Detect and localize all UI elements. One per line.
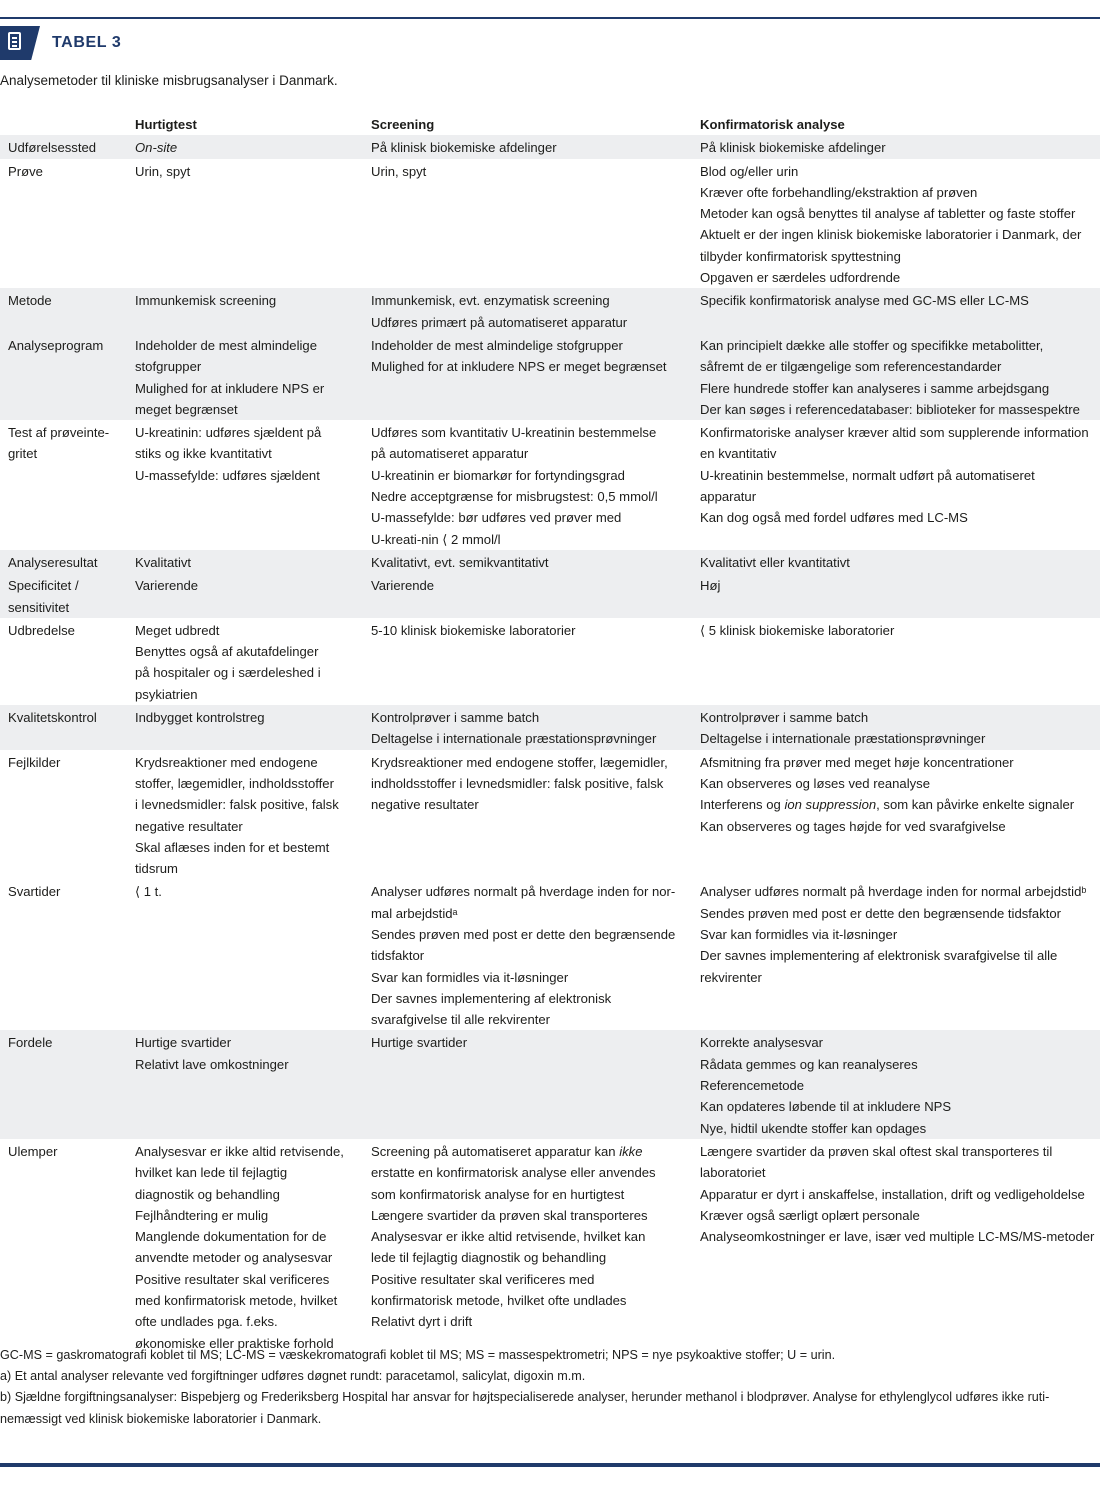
row-label: Svartider <box>8 884 61 900</box>
cell-line: Kvalitativt, evt. semikvantitativt <box>371 554 549 570</box>
table-caption: Analysemetoder til kliniske misbrugsanalyser i Danmark. <box>0 73 338 88</box>
cell-line: Høj <box>700 578 721 594</box>
cell-line: Længere svartider da prøven skal oftest skal transporteres til <box>700 1143 1053 1159</box>
cell-hurtigtest <box>127 135 363 158</box>
cell-line: 5-10 klinisk biokemiske laboratorier <box>371 622 576 638</box>
table-row <box>0 879 1100 1030</box>
cell-line: Analyseomkostninger er lave, især ved multiple LC-MS/MS-metoder <box>700 1229 1095 1245</box>
cell-konfirmatorisk <box>692 288 1100 333</box>
cell-line: psykiatrien <box>135 686 198 702</box>
cell-hurtigtest <box>127 159 363 289</box>
cell-line: Korrekte analysesvar <box>700 1035 823 1051</box>
cell-line: Kan opdateres løbende til at inkludere NPS <box>700 1099 952 1115</box>
table-row <box>0 550 1100 573</box>
row-label-line: sensitivitet <box>8 599 70 615</box>
cell-screening <box>363 573 692 618</box>
cell-line: anvendte metoder og analysesvar <box>135 1250 333 1266</box>
cell-line: Udføres primært på automatiseret apparatur <box>371 314 628 330</box>
cell-line: Der kan søges i referencedatabaser: biblioteker for massespektre <box>700 401 1080 417</box>
cell-line: Metoder kan også benyttes til analyse af tabletter og faste stoffer <box>700 206 1076 222</box>
table-row <box>0 159 1100 289</box>
cell-line: Sendes prøven med post er dette den begrænsende tidsfaktor <box>700 905 1062 921</box>
cell-line: U-kreatinin: udføres sjældent på <box>135 425 322 441</box>
cell-line: på hospitaler og i særdeleshed i <box>135 665 321 681</box>
row-label: Fejlkilder <box>8 754 61 770</box>
row-label: Udbredelse <box>8 622 75 638</box>
cell-line: Mulighed for at inkludere NPS er meget begrænset <box>371 359 667 375</box>
cell-line: ⟨ 1 t. <box>135 884 162 900</box>
table-row <box>0 333 1100 420</box>
cell-konfirmatorisk <box>692 750 1100 880</box>
cell-line: stiks og ikke kvantitativt <box>135 446 272 462</box>
cell-line: som konfirmatorisk analyse for en hurtigtest <box>371 1186 625 1202</box>
cell-konfirmatorisk <box>692 550 1100 573</box>
cell-line: Urin, spyt <box>371 163 427 179</box>
cell-hurtigtest <box>127 705 363 750</box>
cell-line: svarafgivelse til alle rekvirenter <box>371 1012 551 1028</box>
cell-line: ⟨ 5 klinisk biokemiske laboratorier <box>700 622 895 638</box>
table-row <box>0 135 1100 158</box>
cell-line: ofte undlades pga. f.eks. <box>135 1314 278 1330</box>
cell-line: Screening på automatiseret apparatur kan ikke <box>371 1143 643 1159</box>
cell-line: Aktuelt er der ingen klinisk biokemiske laboratorier i Danmark, der <box>700 227 1082 243</box>
cell-line: På klinisk biokemiske afdelinger <box>371 140 557 156</box>
cell-line: Der savnes implementering af elektronisk svarafgivelse til alle <box>700 948 1058 964</box>
cell-hurtigtest <box>127 333 363 420</box>
analysis-methods-table <box>0 112 1100 1354</box>
top-rule <box>0 17 1100 19</box>
cell-line: Varierende <box>135 578 199 594</box>
row-label: Analyseresultat <box>0 550 127 573</box>
cell-line: økonomiske eller praktiske forhold <box>135 1335 334 1351</box>
cell-line: Interferens og ion suppression, som kan påvirke enkelte signaler <box>700 797 1075 813</box>
cell-line: Kontrolprøver i samme batch <box>700 710 869 726</box>
cell-line: negative resultater <box>371 797 479 813</box>
cell-line: Skal aflæses inden for et bestemt <box>135 839 330 855</box>
cell-line: Længere svartider da prøven skal transporteres <box>371 1207 648 1223</box>
cell-line: Rådata gemmes og kan reanalyseres <box>700 1056 918 1072</box>
cell-line: Afsmitning fra prøver med meget høje koncentrationer <box>700 754 1014 770</box>
cell-line: Kvalitativt <box>135 554 192 570</box>
cell-line: Positive resultater skal verificeres <box>135 1271 330 1287</box>
cell-line: Opgaven er særdeles udfordrende <box>700 270 901 286</box>
cell-line: Hurtige svartider <box>135 1035 232 1051</box>
row-label: Ulemper <box>8 1143 58 1159</box>
cell-line: erstatte en konfirmatorisk analyse eller anvendes <box>371 1165 656 1181</box>
row-label: Analyseprogram <box>0 333 127 420</box>
cell-line: Analyser udføres normalt på hverdage inden for nor- <box>371 884 676 900</box>
cell-line: Indeholder de mest almindelige stofgrupper <box>371 337 623 353</box>
cell-line: U-kreati-nin ⟨ 2 mmol/l <box>371 531 501 547</box>
cell-line: U-kreatinin bestemmelse, normalt udført på automatiseret <box>700 467 1035 483</box>
cell-konfirmatorisk <box>692 705 1100 750</box>
cell-line: meget begrænset <box>135 401 238 417</box>
cell-hurtigtest <box>127 573 363 618</box>
footnotes <box>0 1345 1095 1430</box>
cell-line: Krydsreaktioner med endogene <box>135 754 318 770</box>
cell-line: Apparatur er dyrt i anskaffelse, installation, drift og vedligeholdelse <box>700 1186 1085 1202</box>
cell-line: en kvantitativ <box>700 446 777 462</box>
cell-line: Analyser udføres normalt på hverdage inden for normal arbejdstidᵇ <box>700 884 1087 900</box>
cell-line: Kan observeres og løses ved reanalyse <box>700 775 930 791</box>
cell-line: Konfirmatoriske analyser kræver altid som supplerende information <box>700 425 1089 441</box>
cell-screening <box>363 550 692 573</box>
cell-line: negative resultater <box>135 818 243 834</box>
cell-line: Hurtige svartider <box>371 1035 468 1051</box>
cell-hurtigtest <box>127 750 363 880</box>
cell-line: Kræver også særligt oplært personale <box>700 1207 920 1223</box>
row-label: Metode <box>0 288 127 333</box>
cell-line: Relativt dyrt i drift <box>371 1314 473 1330</box>
cell-line: On-site <box>135 140 178 156</box>
cell-line: på automatiseret apparatur <box>371 446 529 462</box>
cell-line: rekvirenter <box>700 969 762 985</box>
cell-line: Der savnes implementering af elektronisk <box>371 990 612 1006</box>
document-icon-sheet <box>8 32 21 50</box>
cell-line: Benyttes også af akutafdelinger <box>135 644 319 660</box>
cell-line: Referencemetode <box>700 1078 805 1094</box>
row-label: Kvalitetskontrol <box>0 705 127 750</box>
cell-line: Krydsreaktioner med endogene stoffer, lægemidler, <box>371 754 668 770</box>
cell-line: Deltagelse i internationale præstationsprøvninger <box>371 731 657 747</box>
cell-line: diagnostik og behandling <box>135 1186 280 1202</box>
table-row <box>0 705 1100 750</box>
footnote-a: a) Et antal analyser relevante ved forgiftninger udføres døgnet rundt: paracetamol, salicylat, digoxin m.m. <box>0 1369 586 1384</box>
row-label-line: Specificitet / <box>8 578 79 594</box>
cell-line: Nye, hidtil ukendte stoffer kan opdages <box>700 1120 927 1136</box>
cell-line: U-kreatinin er biomarkør for fortyndingsgrad <box>371 467 625 483</box>
cell-line: U-massefylde: udføres sjældent <box>135 467 320 483</box>
cell-line: lede til fejlagtig diagnostik og behandling <box>371 1250 607 1266</box>
table-row <box>0 750 1100 880</box>
row-label: Fordele <box>0 1030 127 1138</box>
cell-line: Svar kan formidles via it-løsninger <box>700 926 898 942</box>
row-label <box>0 573 127 618</box>
cell-line: Analysesvar er ikke altid retvisende, <box>135 1143 344 1159</box>
cell-screening <box>363 420 692 550</box>
cell-screening <box>363 618 692 705</box>
cell-line: tidsrum <box>135 861 178 877</box>
cell-screening <box>363 750 692 880</box>
table-row <box>0 618 1100 705</box>
cell-line: Immunkemisk screening <box>135 293 277 309</box>
cell-konfirmatorisk <box>692 333 1100 420</box>
cell-line: tilbyder konfirmatorisk spyttestning <box>700 248 901 264</box>
cell-line: stoffer, lægemidler, indholdsstoffer <box>135 775 334 791</box>
cell-line: såfremt de er tilgængelige som referencestandarder <box>700 359 1002 375</box>
cell-line: Kræver ofte forbehandling/ekstraktion af prøven <box>700 184 978 200</box>
cell-screening <box>363 879 692 1030</box>
cell-line: i levnedsmidler: falsk positive, falsk <box>135 797 339 813</box>
table-header <box>0 26 121 60</box>
column-header-label <box>0 112 127 135</box>
footnote-b-line2: nemæssigt ved klinisk biokemiske laboratorier i Danmark. <box>0 1411 322 1426</box>
cell-line: Analysesvar er ikke altid retvisende, hvilket kan <box>371 1229 646 1245</box>
cell-line: U-massefylde: bør udføres ved prøver med <box>371 510 622 526</box>
cell-line: Kan principielt dække alle stoffer og specifikke metabolitter, <box>700 337 1044 353</box>
cell-konfirmatorisk <box>692 573 1100 618</box>
cell-screening <box>363 135 692 158</box>
table-row <box>0 1030 1100 1138</box>
cell-konfirmatorisk <box>692 159 1100 289</box>
cell-screening <box>363 1030 692 1138</box>
cell-konfirmatorisk <box>692 618 1100 705</box>
cell-line: Kan dog også med fordel udføres med LC-MS <box>700 510 968 526</box>
cell-line: apparatur <box>700 489 757 505</box>
cell-line: hvilket kan lede til fejlagtig <box>135 1165 288 1181</box>
cell-line: Kan observeres og tages højde for ved svarafgivelse <box>700 818 1006 834</box>
row-label-line: Test af prøveinte- <box>8 425 110 441</box>
cell-line: Positive resultater skal verificeres med <box>371 1271 595 1287</box>
footnote-abbreviations: GC-MS = gaskromatografi koblet til MS; LC-MS = væskekromatografi koblet til MS; MS = massespektrometri; NPS = nye psykoaktive stoffer; U = urin. <box>0 1348 836 1362</box>
cell-line: Nedre acceptgrænse for misbrugstest: 0,5 mmol/l <box>371 489 658 505</box>
cell-screening <box>363 705 692 750</box>
bottom-rule <box>0 1463 1100 1467</box>
cell-line: Varierende <box>371 578 435 594</box>
cell-line: Udføres som kvantitativ U-kreatinin bestemmelse <box>371 425 657 441</box>
cell-line: laboratoriet <box>700 1165 766 1181</box>
cell-line: Kvalitativt eller kvantitativt <box>700 554 850 570</box>
cell-line: tidsfaktor <box>371 948 425 964</box>
column-header-konfirmatorisk: Konfirmatorisk analyse <box>700 117 845 132</box>
cell-line: Fejlhåndtering er mulig <box>135 1207 269 1223</box>
cell-konfirmatorisk <box>692 135 1100 158</box>
cell-line: På klinisk biokemiske afdelinger <box>700 140 886 156</box>
row-label <box>0 420 127 550</box>
cell-line: Kontrolprøver i samme batch <box>371 710 540 726</box>
cell-line: Mulighed for at inkludere NPS er <box>135 380 325 396</box>
cell-line: Sendes prøven med post er dette den begrænsende <box>371 926 676 942</box>
cell-konfirmatorisk <box>692 420 1100 550</box>
cell-screening <box>363 333 692 420</box>
cell-hurtigtest <box>127 288 363 333</box>
footnote-b-line1: b) Sjældne forgiftningsanalyser: Bispebjerg og Frederiksberg Hospital har ansvar for højtspecialiserede analyser, herunder methanol i blodprøver. Analyse for ethylenglycol udføres ikke ruti- <box>0 1390 1050 1405</box>
cell-hurtigtest <box>127 1030 363 1138</box>
cell-konfirmatorisk <box>692 1139 1100 1354</box>
cell-hurtigtest <box>127 420 363 550</box>
cell-line: med konfirmatorisk metode, hvilket <box>135 1293 338 1309</box>
document-icon <box>0 26 40 60</box>
table-row <box>0 288 1100 333</box>
table-row <box>0 420 1100 550</box>
cell-line: Specifik konfirmatorisk analyse med GC-MS eller LC-MS <box>700 293 1029 309</box>
cell-hurtigtest <box>127 550 363 573</box>
cell-screening <box>363 288 692 333</box>
cell-line: Meget udbredt <box>135 622 220 638</box>
cell-screening <box>363 1139 692 1354</box>
cell-line: stofgrupper <box>135 359 202 375</box>
cell-line: Deltagelse i internationale præstationsprøvninger <box>700 731 986 747</box>
cell-line: Blod og/eller urin <box>700 163 799 179</box>
row-label-line: gritet <box>8 446 38 462</box>
cell-line: mal arbejdstidᵃ <box>371 905 458 921</box>
cell-line: Indeholder de mest almindelige <box>135 337 317 353</box>
cell-line: Flere hundrede stoffer kan analyseres i samme arbejdsgang <box>700 380 1050 396</box>
cell-hurtigtest <box>127 1139 363 1354</box>
table-header-row <box>0 112 1100 135</box>
column-header-hurtigtest: Hurtigtest <box>135 117 197 132</box>
table-number: TABEL 3 <box>52 34 122 51</box>
cell-line: Immunkemisk, evt. enzymatisk screening <box>371 293 610 309</box>
cell-line: Relativt lave omkostninger <box>135 1056 289 1072</box>
cell-line: konfirmatorisk metode, hvilket ofte undlades <box>371 1293 627 1309</box>
table-row <box>0 1139 1100 1354</box>
column-header-screening: Screening <box>371 117 435 132</box>
cell-hurtigtest <box>127 879 363 1030</box>
cell-konfirmatorisk <box>692 1030 1100 1138</box>
cell-konfirmatorisk <box>692 879 1100 1030</box>
cell-line: Svar kan formidles via it-løsninger <box>371 969 569 985</box>
table-row <box>0 573 1100 618</box>
cell-screening <box>363 159 692 289</box>
row-label: Udførelsessted <box>0 135 127 158</box>
cell-line: Indbygget kontrolstreg <box>135 710 265 726</box>
cell-hurtigtest <box>127 618 363 705</box>
row-label: Prøve <box>8 163 43 179</box>
cell-line: Manglende dokumentation for de <box>135 1229 327 1245</box>
cell-line: Urin, spyt <box>135 163 191 179</box>
cell-line: indholdsstoffer i levnedsmidler: falsk positive, falsk <box>371 775 664 791</box>
